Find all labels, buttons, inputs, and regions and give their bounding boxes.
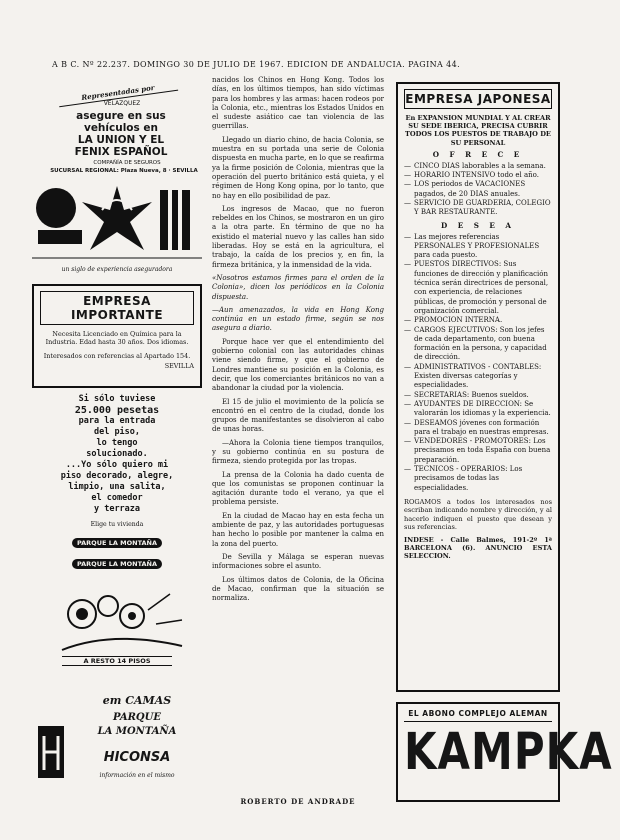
parque-ad-copy — [32, 394, 202, 515]
article-paragraph: En la ciudad de Macao hay en esta fecha un ambiente de paz, y las autoridades portuguesas han hecho lo posible por mantener la calma en la zona del puerto. — [212, 511, 384, 548]
parque-line-2: 25.000 pesetas — [74, 405, 160, 416]
japonesa-offer: — LOS periodos de VACACIONES pagados, de 20 DIAS anuales. — [404, 180, 552, 199]
parque-line-1: Si sólo tuviese — [78, 394, 156, 404]
page-header: A B C. Nº 22.237. DOMINGO 30 DE JULIO DE 1967. EDICION DE ANDALUCIA. PAGINA 44. — [52, 60, 461, 69]
insurance-ad-headline-2: vehículos en — [83, 122, 159, 134]
article-paragraph: Los ingresos de Macao, que no fueron rebeldes en los Chinos, se mostraron en un giro a la otra parte. En término de que no ha existido el material nuevo y las calles han sido liberadas. Hoy se está en la agricultura, el trabajo, la caída de los precios y, en fin, la firmeza británica, y la inmensidad de la vida. — [212, 204, 384, 269]
parque-line-4: del piso, — [93, 427, 141, 437]
empresa-importante-title: EMPRESA IMPORTANTE — [40, 291, 194, 325]
parque-line-8: piso decorado, alegre, — [60, 471, 174, 481]
japonesa-want: — AYUDANTES DE DIRECCION: Se valorarán los idiomas y la experiencia. — [404, 400, 552, 419]
japonesa-rogamos: ROGAMOS a todos los interesados nos escriban indicando nombre y dirección, y al hacerlo indiquen el puesto que desean y sus referencias. — [404, 497, 552, 532]
insurance-ad — [32, 76, 202, 276]
japonesa-intro: En EXPANSION MUNDIAL Y AL CREAR SU SEDE IBERICA, PRECISA CUBRIR TODOS LOS PUESTOS DE TRABAJO DE SU PERSONAL — [405, 114, 551, 147]
article-paragraph: Llegado un diario chino, de hacia Colonia, se muestra en su portada una serie de Colonia dispuesta en mucha parte, en lo que se reafirma ya la firme posición de Colonia, mientras que la operación del puerto británico está quieta, y el régimen de Hong Kong opina, por lo tanto, que no hay en ello posibilidad de paz. — [212, 135, 384, 200]
japonesa-want: — CARGOS EJECUTIVOS: Son los jefes de cada departamento, con buena formación en la persona, y capacidad de dirección. — [404, 326, 552, 363]
insurance-ad-headline-4: FENIX ESPAÑOL — [74, 146, 168, 158]
parque-montana-ad — [32, 394, 202, 674]
article-paragraph: Porque hace ver que el entendimiento del gobierno colonial con las autoridades chinas viene siendo firme, y que el gobierno de Londres mantiene su posición en la Colonia, es decir, que los comerciantes británicos no van a abandonar la ciudad por la violencia. — [212, 337, 384, 393]
camas-line-2: PARQUE — [113, 712, 161, 723]
japonesa-want: — DESEAMOS jóvenes con formación para el trabajo en nuestras empresas. — [404, 419, 552, 438]
kampka-ad — [396, 702, 613, 802]
camas-line-1: em CAMAS — [102, 694, 172, 707]
parque-line-3: para la entrada — [78, 416, 156, 426]
insurance-ad-branch: SUCURSAL REGIONAL: Plaza Nueva, 8 · SEVILLA — [50, 168, 198, 174]
parque-bottom-strip: A RESTO 14 PISOS — [62, 656, 172, 666]
article-paragraph: El 15 de julio el movimiento de la policía se encontró en el centro de la ciudad, donde los grupos de manifestantes se disolvieron al cabo de unas horas. — [212, 397, 384, 434]
kampka-top: EL ABONO COMPLEJO ALEMAN — [404, 709, 552, 722]
kampka-brand: KAMPKA — [404, 722, 613, 781]
article-paragraph: —Ahora la Colonia tiene tiempos tranquilos, y su gobierno continúa en su postura de firmeza, siendo protegida por las tropas. — [212, 438, 384, 466]
article-paragraph: De Sevilla y Málaga se esperan nuevas informaciones sobre el asunto. — [212, 552, 384, 571]
japonesa-title: EMPRESA JAPONESA — [404, 89, 552, 109]
article-paragraph: Los últimos datos de Colonia, de la Oficina de Macao, confirman que la situación se normaliza. — [212, 575, 384, 603]
camas-brand: HICONSA — [103, 750, 171, 765]
insurance-ad-agent: VELAZQUEZ — [103, 100, 141, 107]
parque-line-5: lo tengo — [96, 438, 138, 448]
japonesa-want: — VENDEDORES - PROMOTORES: Los precisamos en toda España con buena preparación. — [404, 437, 552, 465]
japonesa-address: INDESE - Calle Balmes, 191-2º 1ª BARCELONA (6). ANUNCIO ESTA SELECCION. — [404, 535, 552, 561]
camas-ad — [32, 680, 202, 806]
hiconsa-logo-icon — [36, 722, 66, 782]
parque-pill-2: PARQUE LA MONTAÑA — [72, 559, 162, 569]
parque-line-10: el comedor — [91, 493, 143, 503]
insurance-ad-footer: un siglo de experiencia aseguradora — [61, 266, 173, 273]
japonesa-want: — SECRETARIAS: Buenos sueldos. — [404, 391, 552, 400]
japonesa-offer: — HORARIO INTENSIVO todo el año. — [404, 171, 552, 180]
japonesa-want: — PROMOCION INTERNA. — [404, 316, 552, 325]
empresa-importante-contact: Interesados con referencias al Apartado 154. — [43, 352, 191, 360]
parque-line-7: ...Yo sólo quiero mi — [65, 460, 169, 470]
article-paragraph: nacidos los Chinos en Hong Kong. Todos los días, en los últimos tiempos, han sido víctimas para los hombres y las armas: hacen rodeos por la Colonia, etc., mientras los Estados Unidos en el sudeste asiático cae tan violencia de las guerrillas. — [212, 76, 384, 131]
japonesa-want: — PUESTOS DIRECTIVOS: Sus funciones de dirección y planificación técnica serán directrices de personal, con experiencia, de relaciones públicas, de promoción y personal de organización comercial. — [404, 260, 552, 316]
camas-line-3: LA MONTAÑA — [97, 726, 177, 737]
empresa-importante-ref: SEVILLA — [164, 362, 194, 370]
insurance-ad-tagline: Representadas por — [58, 80, 178, 108]
empresa-japonesa-ad — [396, 82, 560, 692]
insurance-ad-headline-1: asegure en sus — [76, 110, 166, 122]
japonesa-offer: — CINCO DIAS laborables a la semana. — [404, 162, 552, 171]
article-paragraph: La prensa de la Colonia ha dado cuenta de que los comunistas se proponen continuar la agitación durante todo el verano, ya que el problema persiste. — [212, 470, 384, 507]
japonesa-desea-heading: D E S E A — [441, 220, 515, 230]
phoenix-emblem-icon — [32, 180, 202, 264]
parque-line-9: limpio, una salita, — [68, 482, 166, 492]
japonesa-want: — ADMINISTRATIVOS - CONTABLES: Existen diversas categorías y especialidades. — [404, 363, 552, 391]
japonesa-ofrece-heading: O F R E C E — [432, 149, 524, 159]
article-column — [212, 76, 384, 806]
parque-elige: Elige tu vivienda — [90, 521, 144, 528]
japonesa-want: — Las mejores referencias PERSONALES Y PROFESIONALES para cada puesto. — [404, 233, 552, 261]
empresa-importante-body: Necesita Licenciado en Química para la Industria. Edad hasta 30 años. Dos idiomas. — [45, 330, 189, 346]
left-ads-column — [32, 76, 202, 806]
insurance-ad-company: COMPAÑÍA DE SEGUROS — [93, 160, 161, 166]
right-ads-column — [396, 82, 613, 806]
article-quote: —Aun amenazados, la vida en Hong Kong continúa en un estado firme, según se nos asegura a diario. — [212, 305, 384, 333]
flowers-illustration-icon — [52, 590, 192, 654]
parque-line-6: solucionado. — [86, 449, 148, 459]
article-quote: «Nosotros estamos firmes para el orden de la Colonia», dicen los periódicos en la Colonia dispuesta. — [212, 273, 384, 301]
japonesa-want: — TECNICOS - OPERARIOS: Los precisamos de todas las especialidades. — [404, 465, 552, 493]
insurance-ad-headline-3: LA UNION Y EL — [77, 134, 165, 146]
parque-pill-1: PARQUE LA MONTAÑA — [72, 538, 162, 548]
empresa-importante-ad — [32, 284, 202, 388]
japonesa-offer: — SERVICIO DE GUARDERIA, COLEGIO Y BAR RESTAURANTE. — [404, 199, 552, 218]
parque-line-11: y terraza — [93, 504, 141, 514]
article-signature: ROBERTO DE ANDRADE — [240, 797, 356, 806]
camas-note: información en el mismo — [99, 772, 175, 779]
